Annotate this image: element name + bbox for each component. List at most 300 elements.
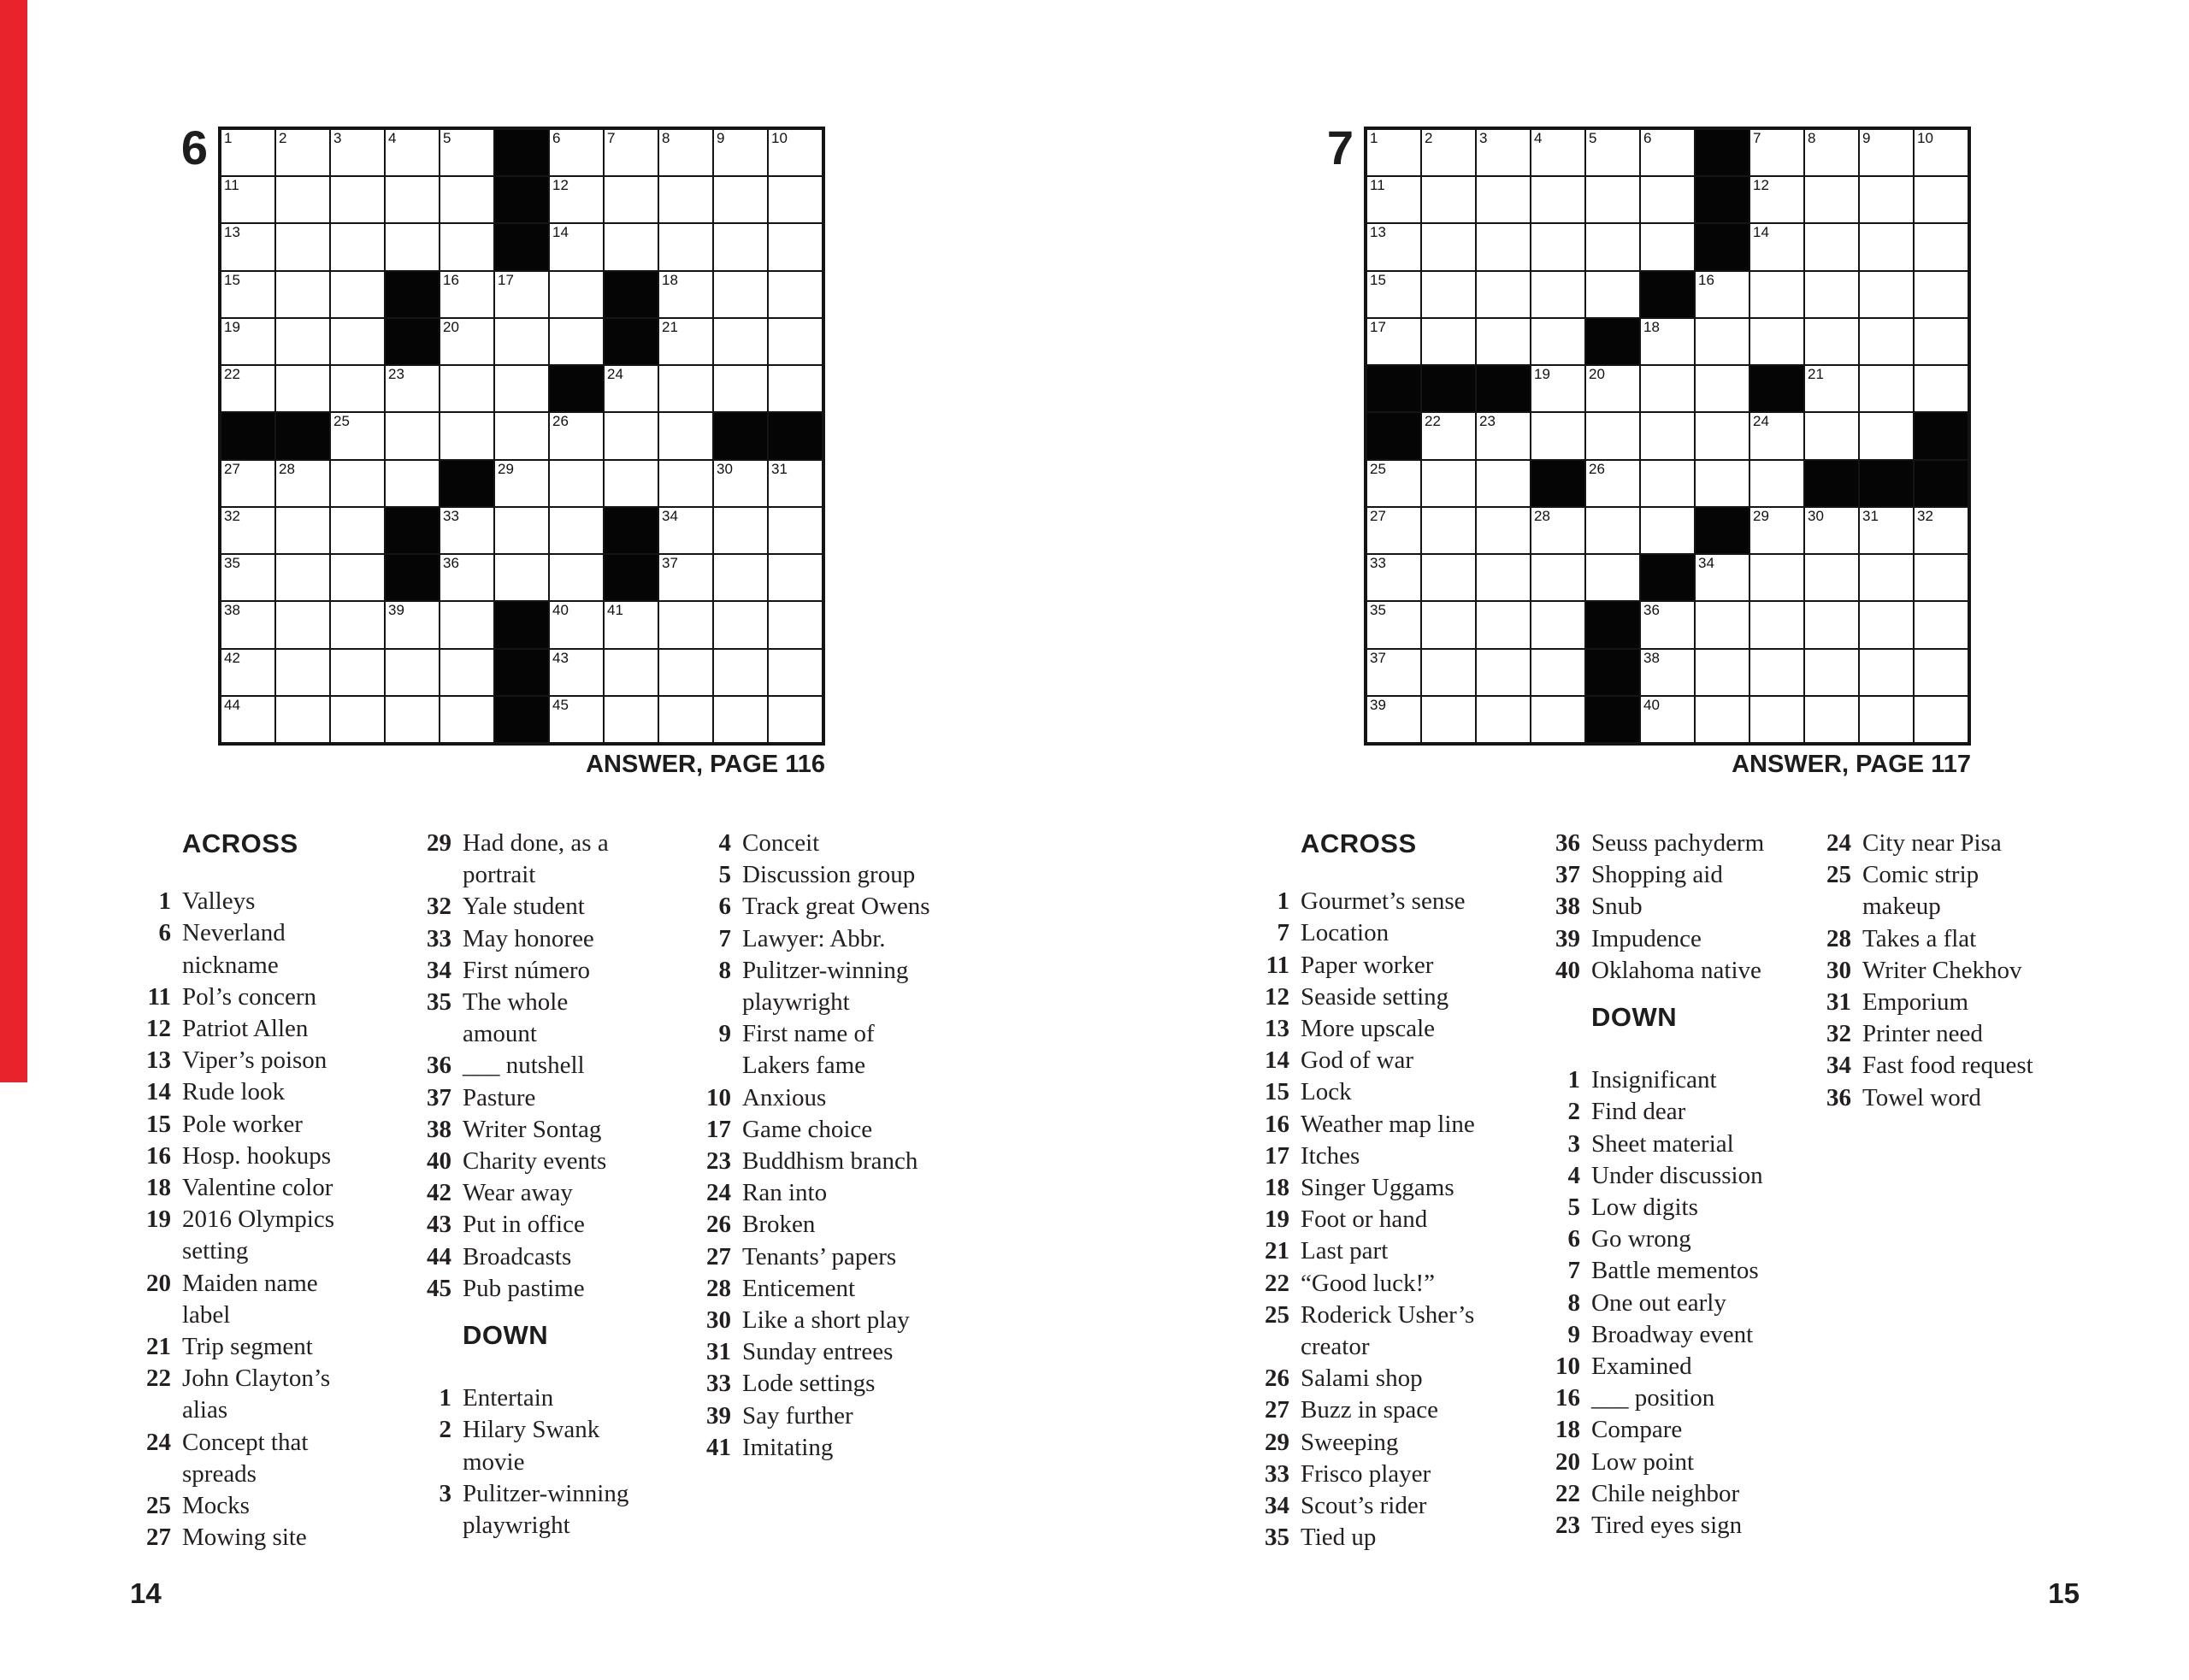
grid-cell xyxy=(385,601,440,648)
grid-cell xyxy=(1640,365,1695,412)
clue-text: Tired eyes sign xyxy=(1591,1512,1743,1540)
cell-number: 39 xyxy=(388,602,404,619)
cell-number: 34 xyxy=(1698,555,1714,572)
clue-number: 24 xyxy=(146,1428,171,1456)
clue-continuation xyxy=(417,1018,628,1050)
clue-text: Impudence xyxy=(1591,924,1702,952)
grid-cell xyxy=(1914,129,1968,176)
clue-text: Towel word xyxy=(1862,1083,1981,1111)
cell-number: 17 xyxy=(1370,318,1386,335)
clue xyxy=(1546,955,1764,987)
cell-number: 9 xyxy=(1862,130,1871,146)
clue xyxy=(1546,1288,1764,1319)
cell-number: 8 xyxy=(1808,130,1816,146)
clue-text: makeup xyxy=(1862,893,1941,921)
grid-cell-black xyxy=(440,460,494,507)
grid-cell xyxy=(1421,412,1476,459)
grid-cell xyxy=(440,176,494,223)
clue-number: 33 xyxy=(427,924,451,952)
clue-number: 13 xyxy=(146,1046,171,1075)
grid-cell xyxy=(1476,554,1531,601)
cell-number: 12 xyxy=(1753,177,1769,194)
clue-number: 17 xyxy=(706,1115,731,1143)
grid-cell xyxy=(768,129,823,176)
cell-number: 31 xyxy=(1862,507,1879,524)
grid-cell xyxy=(275,129,330,176)
grid-cell xyxy=(1421,176,1476,223)
clue-text: Game choice xyxy=(742,1115,873,1143)
grid-cell xyxy=(440,554,494,601)
clue-text: Pole worker xyxy=(182,1110,303,1138)
grid-cell xyxy=(221,271,275,318)
grid-cell xyxy=(1914,696,1968,743)
clue-text: Snub xyxy=(1591,893,1643,921)
grid-cell xyxy=(1640,649,1695,696)
crossword-grid-7 xyxy=(1364,127,1971,746)
clue-text: Trip segment xyxy=(182,1333,313,1361)
clue-continuation xyxy=(697,987,930,1018)
clue xyxy=(137,1045,334,1076)
clue-text: Lawyer: Abbr. xyxy=(742,924,886,952)
clue xyxy=(1546,1064,1764,1096)
cell-number: 40 xyxy=(552,602,569,619)
grid-cell xyxy=(1749,507,1804,554)
clue-text: Go wrong xyxy=(1591,1225,1691,1253)
clue-number: 2 xyxy=(439,1416,451,1444)
clue xyxy=(697,859,930,891)
clue-text: Pulitzer-winning xyxy=(463,1479,629,1507)
cell-number: 16 xyxy=(1698,271,1714,288)
clue-number: 35 xyxy=(427,988,451,1017)
clue-number xyxy=(137,1300,171,1331)
grid-cell xyxy=(275,507,330,554)
grid-cell xyxy=(658,271,713,318)
grid-cell xyxy=(768,460,823,507)
clue xyxy=(1546,891,1764,923)
clue xyxy=(1546,859,1764,891)
grid-cell xyxy=(1914,223,1968,270)
clue xyxy=(1255,886,1475,917)
cell-number: 4 xyxy=(388,130,397,146)
grid-cell xyxy=(275,460,330,507)
grid-cell xyxy=(549,460,604,507)
clue-number: 27 xyxy=(146,1524,171,1552)
clue-number: 1 xyxy=(158,887,171,916)
clue-number: 40 xyxy=(427,1147,451,1176)
clue xyxy=(1817,1082,2033,1114)
clue-text: Buzz in space xyxy=(1301,1396,1439,1424)
grid-cell xyxy=(713,271,768,318)
clue-number: 25 xyxy=(1826,861,1851,889)
grid-cell xyxy=(275,601,330,648)
grid-cell xyxy=(1531,649,1585,696)
clue-section-header: ACROSS xyxy=(182,828,298,858)
clue-text: Gourmet’s sense xyxy=(1301,887,1466,916)
clue-text: Sweeping xyxy=(1301,1428,1399,1456)
clue-number: 10 xyxy=(706,1083,731,1111)
grid-cell xyxy=(330,223,385,270)
clue-number: 12 xyxy=(1265,982,1289,1011)
grid-cell xyxy=(330,318,385,365)
cell-number: 32 xyxy=(224,507,240,524)
clue-number: 36 xyxy=(427,1052,451,1080)
clue-number: 29 xyxy=(1265,1428,1289,1456)
clue xyxy=(1255,1141,1475,1172)
grid-cell-black xyxy=(1695,223,1749,270)
clue-number: 34 xyxy=(427,956,451,984)
cell-number: 7 xyxy=(607,130,616,146)
grid-cell xyxy=(1914,365,1968,412)
clue xyxy=(1255,1427,1475,1459)
grid-cell xyxy=(768,696,823,743)
clue xyxy=(697,1177,930,1209)
clue-number xyxy=(137,1394,171,1426)
grid-cell-black xyxy=(494,129,549,176)
grid-cell xyxy=(1749,649,1804,696)
cell-number: 25 xyxy=(1370,460,1386,477)
grid-cell-black xyxy=(1421,365,1476,412)
grid-cell xyxy=(275,649,330,696)
grid-cell-black xyxy=(713,412,768,459)
clue-text: Anxious xyxy=(742,1083,827,1111)
page-edge-red-tab xyxy=(0,0,27,1082)
grid-cell xyxy=(768,318,823,365)
clue-number: 22 xyxy=(1265,1269,1289,1297)
clue-text: Lode settings xyxy=(742,1370,876,1398)
grid-cell xyxy=(1749,129,1804,176)
grid-cell-black xyxy=(494,696,549,743)
clue xyxy=(417,1209,628,1241)
clue-text: Maiden name xyxy=(182,1269,318,1297)
clue-number: 13 xyxy=(1265,1015,1289,1043)
grid-cell xyxy=(1531,412,1585,459)
grid-cell xyxy=(768,365,823,412)
grid-cell xyxy=(1476,696,1531,743)
clue xyxy=(137,886,334,917)
clue-text: Discussion group xyxy=(742,861,916,889)
cell-number: 20 xyxy=(443,318,459,335)
clue-number: 7 xyxy=(1277,919,1289,947)
clue xyxy=(1546,923,1764,955)
grid-cell xyxy=(549,507,604,554)
grid-cell xyxy=(768,554,823,601)
grid-cell-black xyxy=(385,554,440,601)
clue xyxy=(697,1146,930,1177)
clue-text: Writer Chekhov xyxy=(1862,956,2022,984)
clue xyxy=(1255,1204,1475,1235)
clue-number: 8 xyxy=(1567,1288,1580,1317)
clue-text: Singer Uggams xyxy=(1301,1174,1454,1202)
grid-cell xyxy=(1476,271,1531,318)
grid-cell xyxy=(1476,412,1531,459)
clue-text: Scout’s rider xyxy=(1301,1492,1427,1520)
cell-number: 39 xyxy=(1370,696,1386,713)
grid-cell xyxy=(494,412,549,459)
cell-number: 37 xyxy=(662,555,678,572)
cell-number: 1 xyxy=(224,130,233,146)
grid-cell xyxy=(1859,696,1914,743)
clue-number: 33 xyxy=(706,1370,731,1398)
cell-number: 26 xyxy=(1589,460,1605,477)
clue-number: 36 xyxy=(1555,829,1580,857)
grid-cell xyxy=(1585,176,1640,223)
clue-text: amount xyxy=(463,1020,537,1048)
grid-cell-black xyxy=(768,412,823,459)
clue-text: Yale student xyxy=(463,893,585,921)
clue-number: 4 xyxy=(1567,1161,1580,1189)
grid-cell xyxy=(549,649,604,696)
cell-number: 9 xyxy=(717,130,725,146)
grid-cell xyxy=(221,365,275,412)
grid-cell xyxy=(1859,601,1914,648)
clue-text: Wear away xyxy=(463,1179,573,1207)
grid-cell xyxy=(1585,460,1640,507)
grid-cell xyxy=(1695,554,1749,601)
clue-number: 22 xyxy=(146,1365,171,1393)
grid-cell xyxy=(1914,601,1968,648)
clue-text: Broken xyxy=(742,1211,816,1239)
clue xyxy=(137,1490,334,1522)
grid-cell xyxy=(1914,649,1968,696)
grid-cell xyxy=(1531,176,1585,223)
clue-number: 43 xyxy=(427,1211,451,1239)
grid-cell xyxy=(713,223,768,270)
clue xyxy=(137,1172,334,1204)
grid-cell xyxy=(1804,318,1859,365)
grid-cell-black xyxy=(1585,318,1640,365)
grid-cell xyxy=(713,365,768,412)
grid-cell xyxy=(1640,223,1695,270)
clue-number: 9 xyxy=(718,1020,731,1048)
clue-number: 33 xyxy=(1265,1459,1289,1488)
cell-number: 11 xyxy=(1370,177,1385,194)
clue-text: Buddhism branch xyxy=(742,1147,918,1176)
clue-number: 26 xyxy=(1265,1365,1289,1393)
page-number-right: 15 xyxy=(2048,1577,2080,1609)
grid-cell xyxy=(221,176,275,223)
cell-number: 36 xyxy=(1643,602,1660,619)
grid-cell xyxy=(440,223,494,270)
grid-cell xyxy=(1804,176,1859,223)
clue-text: Frisco player xyxy=(1301,1459,1431,1488)
clue xyxy=(137,1522,334,1553)
clue-number: 23 xyxy=(706,1147,731,1176)
grid-cell xyxy=(275,176,330,223)
clue-text: nickname xyxy=(182,951,279,979)
clue-text: More upscale xyxy=(1301,1015,1436,1043)
grid-cell xyxy=(549,271,604,318)
grid-cell xyxy=(549,554,604,601)
grid-cell xyxy=(1531,601,1585,648)
grid-cell xyxy=(604,365,658,412)
grid-cell xyxy=(330,365,385,412)
cell-number: 45 xyxy=(552,696,569,713)
clue-number: 7 xyxy=(1567,1257,1580,1285)
clue-number: 20 xyxy=(146,1269,171,1297)
grid-cell xyxy=(1804,554,1859,601)
clue-number: 16 xyxy=(1555,1384,1580,1412)
clue-number: 28 xyxy=(706,1274,731,1302)
grid-cell xyxy=(1421,318,1476,365)
clue-number: 17 xyxy=(1265,1141,1289,1170)
grid-cell xyxy=(494,318,549,365)
grid-cell xyxy=(658,696,713,743)
clue xyxy=(1817,859,2033,891)
grid-cell xyxy=(330,460,385,507)
clue-number xyxy=(137,1459,171,1490)
clue xyxy=(417,1382,628,1414)
cell-number: 28 xyxy=(279,460,295,477)
grid-cell xyxy=(1749,271,1804,318)
clue-number xyxy=(697,987,731,1018)
cell-number: 29 xyxy=(1753,507,1769,524)
clue-number: 10 xyxy=(1555,1353,1580,1381)
clue xyxy=(1817,955,2033,987)
clue-text: Weather map line xyxy=(1301,1110,1475,1138)
clue-number: 5 xyxy=(1567,1194,1580,1222)
grid-cell xyxy=(440,601,494,648)
cell-number: 6 xyxy=(1643,130,1652,146)
grid-cell-black xyxy=(494,176,549,223)
clue-number: 27 xyxy=(1265,1396,1289,1424)
clue-text: ___ nutshell xyxy=(463,1052,585,1080)
grid-cell xyxy=(713,318,768,365)
clue-text: Roderick Usher’s xyxy=(1301,1300,1475,1329)
cell-number: 14 xyxy=(552,224,569,241)
cell-number: 44 xyxy=(224,696,240,713)
clue-text: Put in office xyxy=(463,1211,585,1239)
clue-text: Paper worker xyxy=(1301,951,1434,979)
clue xyxy=(1255,1394,1475,1426)
clue-number xyxy=(417,859,451,891)
grid-cell xyxy=(385,412,440,459)
cell-number: 33 xyxy=(1370,555,1386,572)
grid-cell xyxy=(1749,412,1804,459)
grid-cell xyxy=(1366,176,1421,223)
clue xyxy=(137,1141,334,1172)
clue-number: 29 xyxy=(427,829,451,857)
clue-text: Tied up xyxy=(1301,1524,1377,1552)
cell-number: 14 xyxy=(1753,224,1769,241)
clue-text: Emporium xyxy=(1862,988,1969,1017)
clue-text: Chile neighbor xyxy=(1591,1479,1740,1507)
clue-text: Find dear xyxy=(1591,1098,1686,1126)
clue-number xyxy=(137,1235,171,1267)
grid-cell xyxy=(494,507,549,554)
grid-cell xyxy=(1859,507,1914,554)
grid-cell xyxy=(1804,601,1859,648)
clue-number: 45 xyxy=(427,1274,451,1302)
clue-text: alias xyxy=(182,1396,228,1424)
clue-section-header: ACROSS xyxy=(1301,828,1417,858)
clue-number: 25 xyxy=(146,1492,171,1520)
grid-cell xyxy=(549,601,604,648)
clue-column-15-2 xyxy=(1546,828,1764,1541)
cell-number: 12 xyxy=(552,177,569,194)
grid-cell xyxy=(1804,412,1859,459)
clue xyxy=(1546,1255,1764,1287)
grid-cell xyxy=(549,318,604,365)
clue xyxy=(417,828,628,859)
clue xyxy=(1255,1459,1475,1490)
clue xyxy=(697,1336,930,1368)
clue xyxy=(697,1241,930,1273)
clue xyxy=(697,1273,930,1305)
grid-cell xyxy=(1749,176,1804,223)
cell-number: 1 xyxy=(1370,130,1378,146)
clue-text: First número xyxy=(463,956,591,984)
clue xyxy=(417,987,628,1018)
clue xyxy=(417,1414,628,1446)
grid-cell xyxy=(604,223,658,270)
clue-text: Writer Sontag xyxy=(463,1115,602,1143)
grid-cell xyxy=(1749,696,1804,743)
grid-cell xyxy=(275,696,330,743)
clue-number: 21 xyxy=(1265,1237,1289,1265)
clue xyxy=(1817,1018,2033,1050)
clue-number: 32 xyxy=(427,893,451,921)
cell-number: 38 xyxy=(1643,649,1660,666)
grid-cell xyxy=(385,696,440,743)
grid-cell xyxy=(1585,507,1640,554)
clue-text: Charity events xyxy=(463,1147,607,1176)
grid-cell-black xyxy=(1640,554,1695,601)
clue-text: First name of xyxy=(742,1020,875,1048)
grid-cell xyxy=(440,129,494,176)
clue-number: 26 xyxy=(706,1211,731,1239)
grid-cell xyxy=(1421,507,1476,554)
grid-cell xyxy=(713,176,768,223)
grid-cell xyxy=(658,176,713,223)
grid-cell xyxy=(604,176,658,223)
cell-number: 30 xyxy=(1808,507,1824,524)
cell-number: 2 xyxy=(279,130,287,146)
clue-text: Say further xyxy=(742,1401,853,1429)
grid-cell xyxy=(1749,601,1804,648)
clue-text: Ran into xyxy=(742,1179,828,1207)
grid-cell xyxy=(1695,649,1749,696)
clue xyxy=(1546,1414,1764,1446)
grid-cell xyxy=(385,223,440,270)
grid-cell-black xyxy=(221,412,275,459)
clue-text: Itches xyxy=(1301,1141,1360,1170)
grid-cell xyxy=(604,129,658,176)
grid-cell xyxy=(1749,223,1804,270)
clue-text: Hosp. hookups xyxy=(182,1141,332,1170)
cell-number: 8 xyxy=(662,130,670,146)
grid-cell xyxy=(330,601,385,648)
grid-cell xyxy=(1476,129,1531,176)
grid-cell xyxy=(275,271,330,318)
cell-number: 13 xyxy=(1370,224,1386,241)
cell-number: 18 xyxy=(662,271,678,288)
clue-number: 25 xyxy=(1265,1300,1289,1329)
clue-number: 6 xyxy=(718,893,731,921)
grid-cell-black xyxy=(275,412,330,459)
clue-text: Last part xyxy=(1301,1237,1389,1265)
clue xyxy=(697,891,930,923)
clue-number: 44 xyxy=(427,1242,451,1270)
clue-number: 30 xyxy=(706,1306,731,1335)
grid-cell xyxy=(713,554,768,601)
grid-cell xyxy=(658,318,713,365)
clue xyxy=(1255,917,1475,949)
clue-continuation xyxy=(137,1300,334,1331)
grid-cell xyxy=(385,365,440,412)
clue-text: creator xyxy=(1301,1333,1370,1361)
clue xyxy=(1255,981,1475,1013)
cell-number: 43 xyxy=(552,649,569,666)
